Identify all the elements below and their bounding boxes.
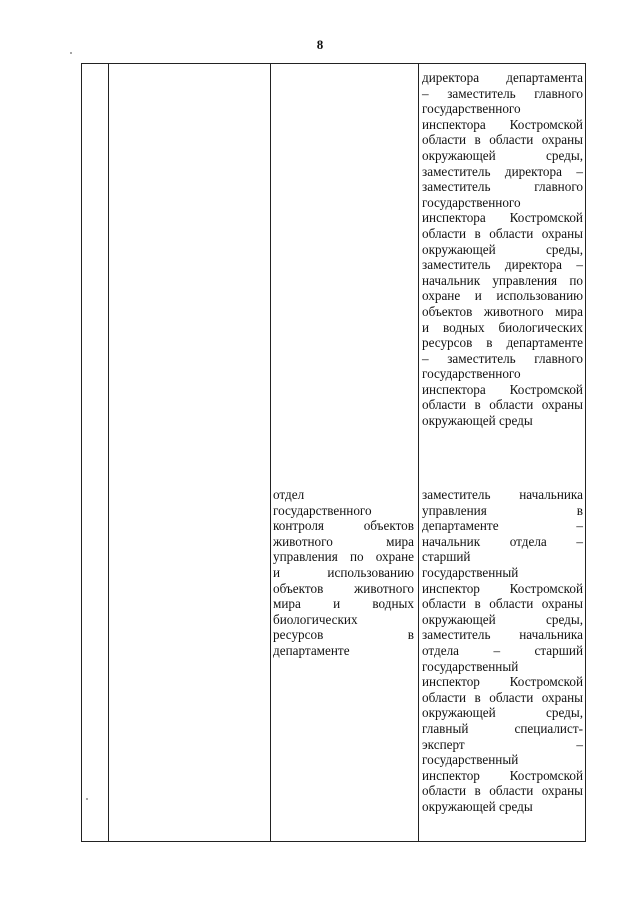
row2-position-line: департаменте – [422,518,583,534]
row1-position-line: окружающей среды, [422,147,583,163]
row2-department-line: мира и водных [273,596,414,612]
row1-position-line: – заместитель главного [422,85,583,101]
row2-department-line: и использованию [273,564,414,580]
row1-position-line: государственного [422,101,521,117]
row1-position-line: заместитель главного [422,179,583,195]
row1-position-line: директора департамента [422,70,583,85]
row2-position-line: окружающей среды [422,798,533,814]
scan-speck [70,52,72,54]
row2-position-line: главный специалист- [422,720,583,736]
row2-position-line: окружающей среды, [422,705,583,721]
row1-position-line: инспектора Костромской [422,381,583,397]
row2-position-line: инспектор Костромской [422,580,583,596]
row2-department-line: департаменте [273,642,350,658]
row2-department-line: контроля объектов [273,518,414,534]
row1-position-text [422,70,583,429]
row2-department-line: биологических [273,611,358,627]
row2-position-line: заместитель начальника [422,487,583,502]
row1-position-line: заместитель директора – [422,163,583,179]
row2-position-line: старший [422,549,471,565]
row2-position-line: государственный [422,752,519,768]
row2-position-line: области в области охраны [422,689,583,705]
row2-position-line: государственный [422,564,519,580]
row2-position-line: управления в [422,502,583,518]
document-table [81,63,586,842]
row2-department-line: управления по охране [273,549,414,565]
row1-position-line: объектов животного мира [422,303,583,319]
column-divider-1 [108,64,109,841]
row2-position-line: государственный [422,658,519,674]
page-number: 8 [316,37,324,52]
row2-position-line: заместитель начальника [422,627,583,643]
row1-position-line: заместитель директора – [422,257,583,273]
row1-position-line: государственного [422,194,521,210]
column-divider-2 [270,64,271,841]
row1-position-line: области в области охраны [422,225,583,241]
row1-position-line: инспектора Костромской [422,210,583,226]
row1-position-line: окружающей среды [422,413,533,429]
row1-position-line: и водных биологических [422,319,583,335]
row1-position-line: окружающей среды, [422,241,583,257]
row2-position-line: начальник отдела – [422,533,583,549]
row2-department-line: животного мира [273,533,414,549]
row1-position-line: охране и использованию [422,288,583,304]
column-divider-3 [418,64,419,841]
row1-position-line: государственного [422,366,521,382]
row2-position-line: эксперт – [422,736,583,752]
row2-department-line: государственного [273,502,372,518]
row2-position-line: окружающей среды, [422,611,583,627]
row2-department-line: отдел [273,487,305,502]
row2-position-line: области в области охраны [422,596,583,612]
row2-department-text [273,487,414,659]
row1-position-line: инспектора Костромской [422,116,583,132]
row2-position-line: инспектор Костромской [422,767,583,783]
row2-position-line: инспектор Костромской [422,674,583,690]
row2-department-line: объектов животного [273,580,414,596]
row2-position-line: области в области охраны [422,783,583,799]
scan-speck [86,798,88,800]
row1-position-line: начальник управления по [422,272,583,288]
row2-position-line: отдела – старший [422,642,583,658]
row1-position-line: области в области охраны [422,132,583,148]
row2-position-text [422,487,583,814]
row1-position-line: области в области охраны [422,397,583,413]
row1-position-line: ресурсов в департаменте [422,335,583,351]
row1-position-line: – заместитель главного [422,350,583,366]
row2-department-line: ресурсов в [273,627,414,643]
